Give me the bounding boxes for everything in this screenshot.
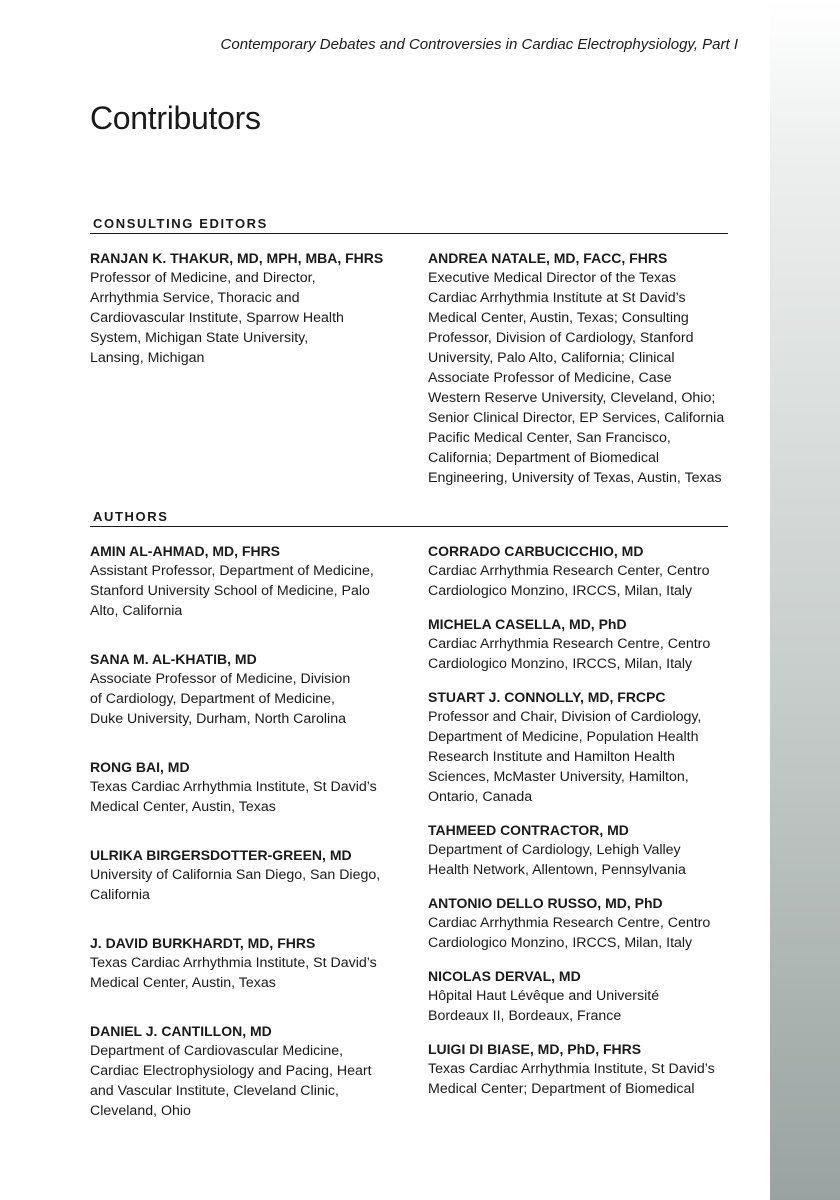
contributor-entry [90,1021,408,1121]
contributor-entry [428,687,744,807]
contributor-name: SANA M. AL-KHATIB, MD [90,651,257,667]
contributor-name: STUART J. CONNOLLY, MD, FRCPC [428,689,666,705]
contributor-affiliation: Cardiac Arrhythmia Research Centre, Centro Cardiologico Monzino, IRCCS, Milan, Italy [428,915,711,951]
contributor-entry [428,541,744,601]
contributor-entry [90,541,408,621]
contributor-name: CORRADO CARBUCICCHIO, MD [428,543,644,559]
contributor-affiliation: Cardiac Arrhythmia Research Center, Centro Cardiologico Monzino, IRCCS, Milan, Italy [428,563,710,599]
contributor-name: ANDREA NATALE, MD, FACC, FHRS [428,250,668,266]
contributor-affiliation: Hôpital Haut Lévêque and Université Bordeaux II, Bordeaux, France [428,988,660,1024]
contributor-entry [428,1039,744,1099]
consulting-editors-left-column [90,248,408,368]
contributor-entry [90,757,408,817]
contributor-affiliation: Department of Cardiology, Lehigh Valley Health Network, Allentown, Pennsylvania [428,842,686,878]
contributor-name: MICHELA CASELLA, MD, PhD [428,616,627,632]
contributor-affiliation: University of California San Diego, San Diego, California [90,867,381,903]
contributor-name: ULRIKA BIRGERSDOTTER-GREEN, MD [90,847,352,863]
contributor-entry [90,649,408,729]
contributor-name: RANJAN K. THAKUR, MD, MPH, MBA, FHRS [90,250,384,266]
contributor-affiliation: Professor and Chair, Division of Cardiology, Department of Medicine, Population Health Research Institute and Hamilton Health Sciences, McMaster University, Hamilton, Ontario, Canada [428,709,702,805]
contributor-affiliation: Texas Cardiac Arrhythmia Institute, St David’s Medical Center, Austin, Texas [90,779,377,815]
authors-left-column [90,541,408,1149]
contributor-name: RONG BAI, MD [90,759,190,775]
contributor-affiliation: Texas Cardiac Arrhythmia Institute, St David’s Medical Center; Department of Biomedical [428,1061,715,1097]
contributor-name: NICOLAS DERVAL, MD [428,968,581,984]
contributor-affiliation: Assistant Professor, Department of Medicine, Stanford University School of Medicine, Palo Alto, California [90,563,374,619]
page-title: Contributors [90,100,261,136]
contributor-affiliation: Texas Cardiac Arrhythmia Institute, St David’s Medical Center, Austin, Texas [90,955,377,991]
contributor-entry [90,933,408,993]
contributor-name: AMIN AL-AHMAD, MD, FHRS [90,543,281,559]
running-head: Contemporary Debates and Controversies in Cardiac Electrophysiology, Part I [220,36,738,53]
contributor-name: LUIGI DI BIASE, MD, PhD, FHRS [428,1041,642,1057]
contributor-affiliation: Cardiac Arrhythmia Research Centre, Centro Cardiologico Monzino, IRCCS, Milan, Italy [428,636,711,672]
contributor-entry [428,614,744,674]
contributor-entry [428,820,744,880]
contributor-name: DANIEL J. CANTILLON, MD [90,1023,272,1039]
consulting-editors-heading: CONSULTING EDITORS [90,216,728,234]
decorative-side-bar [770,0,840,1200]
contributor-entry [90,845,408,905]
contributor-entry [428,248,744,488]
contributor-name: J. DAVID BURKHARDT, MD, FHRS [90,935,316,951]
contributor-entry [428,893,744,953]
authors-right-column [428,541,744,1112]
authors-heading: AUTHORS [90,509,728,527]
contributor-entry [90,248,408,368]
contributor-affiliation: Executive Medical Director of the Texas Cardiac Arrhythmia Institute at St David’s Medical Center, Austin, Texas; Consulting Professor, Division of Cardiology, Stanford University, Palo Alto, California; Clinical Associate Professor of Medicine, Case Western Reserve University, Cleveland, Ohio; Senior Clinical Director, EP Services, California Pacific Medical Center, San Francisco, California; Department of Biomedical Engineering, University of Texas, Austin, Texas [428,270,725,486]
contributor-affiliation: Professor of Medicine, and Director, Arrhythmia Service, Thoracic and Cardiovascular Institute, Sparrow Health System, Michigan State University, Lansing, Michigan [90,270,344,366]
contributor-affiliation: Associate Professor of Medicine, Division of Cardiology, Department of Medicine, Duke University, Durham, North Carolina [90,671,351,727]
consulting-editors-right-column [428,248,744,488]
contributor-entry [428,966,744,1026]
contributor-affiliation: Department of Cardiovascular Medicine, Cardiac Electrophysiology and Pacing, Heart and Vascular Institute, Cleveland Clinic, Cleveland, Ohio [90,1043,372,1119]
contributor-name: TAHMEED CONTRACTOR, MD [428,822,629,838]
contributor-name: ANTONIO DELLO RUSSO, MD, PhD [428,895,663,911]
